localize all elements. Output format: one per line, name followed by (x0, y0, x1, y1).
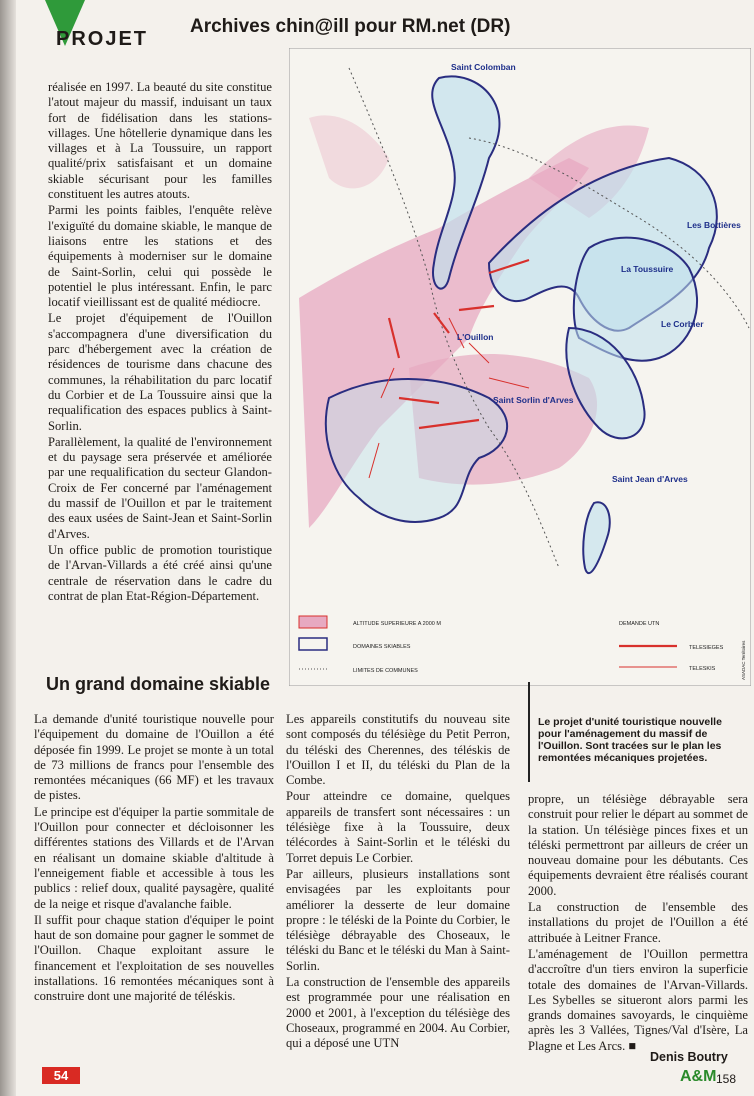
legend-altitude-swatch (299, 616, 327, 628)
legend-limites: LIMITES DE COMMUNES (353, 668, 418, 674)
page-number: 54 (42, 1067, 80, 1084)
paragraph: La construction de l'ensemble des installations du projet de l'Ouillon a été attribuée à Leitner France. (528, 900, 748, 945)
caption-rule (528, 682, 536, 782)
place-saint-jean: Saint Jean d'Arves (612, 474, 688, 484)
paragraph: La construction de l'ensemble des appareils est programmée pour une réalisation en 2000 et 2001, à l'exception du télésiège des Choseaux, programmé en 2004. Au Corbier, qui a déposé une UTN (286, 975, 510, 1051)
legend-altitude: ALTITUDE SUPERIEURE A 2000 M (353, 621, 441, 627)
place-louillon: L'Ouillon (457, 332, 494, 342)
paragraph: réalisée en 1997. La beauté du site constitue l'atout majeur du massif, induisant un taux fort de fidélisation dans les stations-villages. Une hôtellerie dynamique dans les villages et à La Toussuire, un rapport qualité/prix satisfaisant et un domaine skiable sécurisant pour les familles constituent les autres atouts. (48, 80, 272, 202)
legend-telesieges: TELESIEGES (689, 645, 724, 651)
section-label: PROJET (56, 28, 149, 50)
magazine-logo: A&M (680, 1068, 717, 1085)
place-saint-colomban: Saint Colomban (451, 62, 516, 72)
article-column-bottom-middle (286, 712, 510, 1053)
paragraph: L'aménagement de l'Ouillon permettra d'accroître d'un tiers environ la superficie totale des domaines de l'Arvan-Villards. Les Sybelles se situeront alors parmi les grands domaines savoyards, le cinquième après les 3 Vallées, Tignes/Val d'Isère, La Plagne et Les Arcs. ■ (528, 946, 748, 1053)
paragraph: Pour atteindre ce domaine, quelques appareils de transfert sont nécessaires : un télésiège fixe à la Toussuire, deux télécordes à Saint-Sorlin et le téléski du Torret depuis Le Corbier. (286, 789, 510, 865)
paragraph: Par ailleurs, plusieurs installations sont envisagées par les exploitants pour améliorer la desserte de leur domaine propre : le téléski de la Pointe du Corbier, le télésiège débrayable des Choseaux, le téléski du Banc et le téléski du Man à Saint-Sorlin. (286, 866, 510, 973)
article-column-bottom-right (528, 792, 748, 1055)
page-spine-shadow (0, 0, 16, 1096)
article-column-bottom-left (34, 712, 274, 1006)
article-column-top-left (48, 80, 272, 605)
paragraph: Parallèlement, la qualité de l'environnement et du paysage sera préservée et améliorée par une requalification du secteur Glandon-Croix de Fer concerné par l'aménagement du massif de l'Ouillon et par le traitement des eaux usées de Saint-Jean et Saint-Sorlin d'Arves. (48, 434, 272, 541)
paragraph: La demande d'unité touristique nouvelle pour l'équipement du domaine de l'Ouillon a été déposée fin 1999. Le projet se monte à un total de 73 millions de francs pour l'ensemble des remontées mécaniques (66 MF) et les travaux de pistes. (34, 712, 274, 803)
place-les-bottieres: Les Bottières (687, 220, 741, 230)
map-caption: Le projet d'unité touristique nouvelle pour l'aménagement du massif de l'Ouillon. Sont tracées sur le plan les remontées mécaniques projetées. (538, 716, 722, 764)
paragraph: Les appareils constitutifs du nouveau site sont composés du télésiège du Petit Perron, du téléski des Cherennes, des téléskis de l'Ouillon I et II, du téléski du Plan de la Combe. (286, 712, 510, 788)
ouillon-project-map (289, 48, 751, 686)
issue-number: 158 (716, 1072, 737, 1086)
archive-credit: Archives chin@ill pour RM.net (DR) (190, 16, 511, 37)
author-signature: Denis Boutry (650, 1050, 728, 1064)
legend-demande: DEMANDE UTN (619, 621, 660, 627)
paragraph: propre, un télésiège débrayable sera construit pour relier le départ au sommet de la station. Un télésiège pinces fixes et un téléski permettront par ailleurs de créer un nouveau domaine pour les débutants. Ces équipements devraient être réalisés courant 2000. (528, 792, 748, 898)
place-la-toussuire: La Toussuire (621, 264, 674, 274)
paragraph: Le principe est d'équiper la partie sommitale de l'Ouillon pour connecter et décloisonner les différentes stations des Villards et de l'Arvan en réalisant un domaine skiable d'altitude à l'enneigement fiable et accessible à tous les publics : relief doux, qualité paysagère, qualité de la neige et risque d'avalanche faible. (34, 804, 274, 911)
map-side-credit: ASADAC Territoires (741, 640, 746, 680)
section-heading: Un grand domaine skiable (46, 674, 271, 694)
legend-domaines: DOMAINES SKIABLES (353, 644, 411, 650)
place-le-corbier: Le Corbier (661, 319, 704, 329)
paragraph: Le projet d'équipement de l'Ouillon s'accompagnera d'une diversification du parc d'hébergement avec la création de résidences de tourisme dans chacune des communes, la réhabilitation du parc locatif du Corbier et de La Toussuire ainsi que la requalification des espaces publics à Saint-Sorlin. (48, 311, 272, 433)
paragraph: Parmi les points faibles, l'enquête relève l'exiguïté du domaine skiable, le manque de liaisons entre les stations et des équipements à moderniser sur le domaine de Saint-Sorlin, celui qui possède le potentiel le plus intéressant. Enfin, le parc locatif vieillissant est de qualité médiocre. (48, 203, 272, 310)
legend-teleskis: TELESKIS (689, 666, 716, 672)
paragraph: Il suffit pour chaque station d'équiper le point haut de son domaine pour gagner le sommet de l'Ouillon. Chaque exploitant assure le financement et l'exploitation de ses nouvelles installations. 16 remontées mécaniques sont à construire dont une majorité de téléskis. (34, 912, 274, 1004)
place-saint-sorlin: Saint Sorlin d'Arves (493, 395, 574, 405)
paragraph: Un office public de promotion touristique de l'Arvan-Villards a été créé ainsi qu'une centrale de réservation dans le cadre du contrat de plan Etat-Région-Département. (48, 542, 272, 603)
